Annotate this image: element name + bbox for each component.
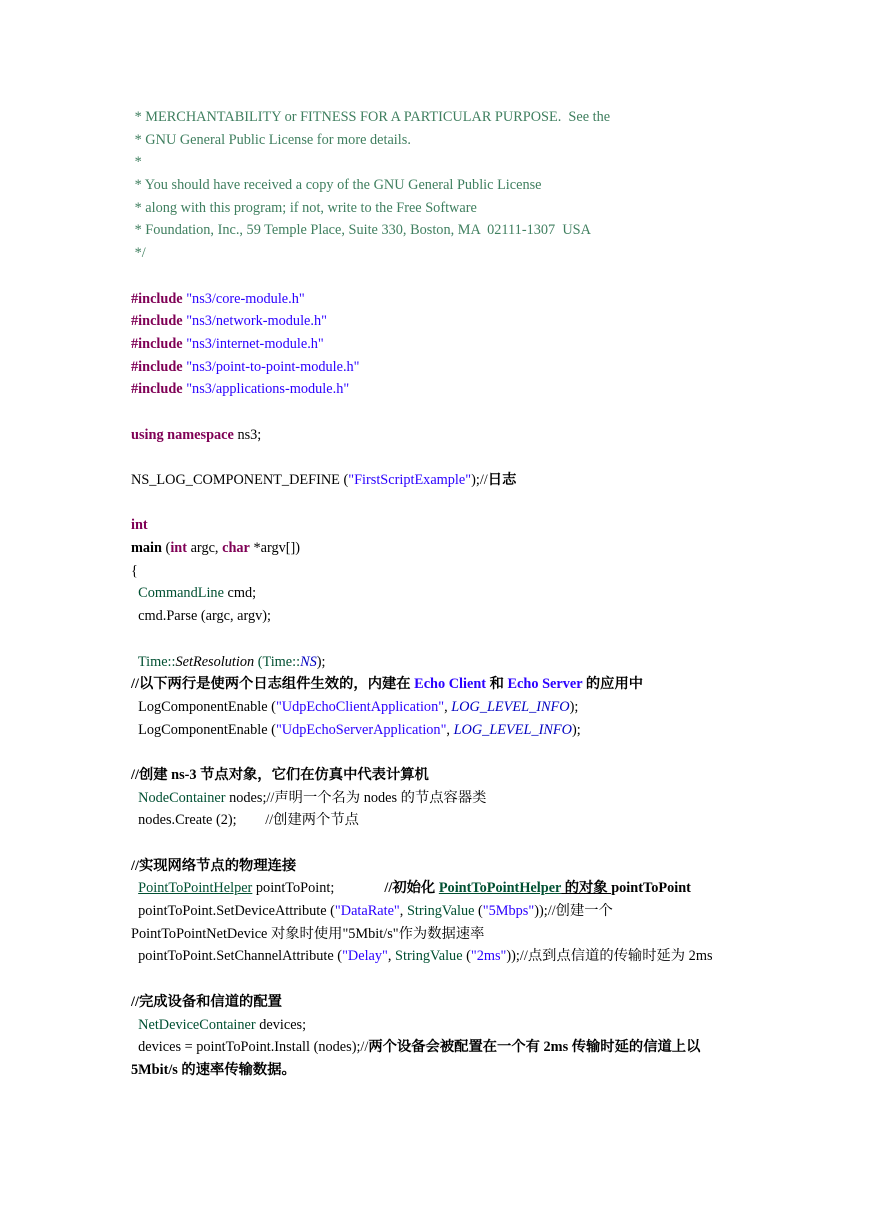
license-line: * along with this program; if not, write to the Free Software — [131, 199, 477, 216]
include-path: "ns3/applications-module.h" — [186, 381, 350, 398]
code-text: devices = pointToPoint.Install (nodes);// — [131, 1039, 369, 1056]
comment-enable-line — [131, 673, 831, 696]
comment-note: 两个设备会被配置在一个有 2ms 传输时延的信道上以 — [368, 1039, 701, 1056]
comment-text: //以下两行是使两个日志组件生效的，内建在 — [131, 676, 415, 693]
code-text: nodes;//声明一个名为 nodes 的节点容器类 — [225, 789, 487, 806]
blank-line — [131, 492, 831, 515]
code-text: *argv[]) — [249, 540, 301, 557]
code-text: devices; — [255, 1016, 307, 1033]
nodes-create-line — [131, 809, 831, 832]
function-name: main — [131, 540, 162, 557]
devices-install-line — [131, 1036, 831, 1059]
code-text: ); — [316, 653, 326, 670]
code-text: , — [444, 698, 452, 715]
comment-note: 日志 — [487, 472, 517, 488]
int-keyword-line: int — [131, 517, 148, 534]
string-literal: "5Mbps" — [482, 903, 535, 920]
include-path: "ns3/point-to-point-module.h" — [186, 358, 360, 375]
license-line: * MERCHANTABILITY or FITNESS FOR A PARTICULAR PURPOSE. See the — [131, 109, 611, 125]
method-name: SetResolution — [175, 653, 255, 670]
include-line — [131, 378, 831, 401]
spacing — [237, 812, 266, 828]
set-device-line — [131, 900, 831, 923]
blank-line — [131, 265, 831, 288]
string-literal: "FirstScriptExample" — [348, 472, 472, 488]
code-text: nodes.Create (2); — [131, 812, 237, 829]
enum-value: NS — [300, 653, 317, 670]
string-literal: "UdpEchoServerApplication" — [275, 721, 447, 738]
namespace-name: ns3; — [233, 426, 262, 443]
comment-text: pointToPoint — [611, 880, 691, 897]
code-text: , — [387, 948, 396, 965]
include-keyword: #include — [131, 290, 183, 307]
include-line — [131, 288, 831, 311]
code-text: );// — [471, 472, 488, 488]
type-name: Time:: — [137, 653, 176, 670]
include-keyword: #include — [131, 335, 183, 352]
type-link[interactable]: PointToPointHelper — [138, 880, 253, 897]
include-line — [131, 310, 831, 333]
devices-install-continuation: 5Mbit/s 的速率传输数据。 — [131, 1061, 296, 1078]
code-text: ));//点到点信道的传输时延为 2ms — [506, 948, 713, 965]
code-text: ( — [474, 903, 483, 920]
code-text: pointToPoint; — [252, 880, 335, 897]
comment-text: //初始化 — [384, 880, 439, 897]
license-line: * You should have received a copy of the GNU General Public License — [131, 177, 542, 194]
string-literal: "2ms" — [470, 948, 507, 965]
brace-open: { — [131, 562, 138, 579]
license-line: */ — [131, 245, 146, 262]
indent — [131, 654, 138, 670]
code-text: ); — [571, 721, 581, 738]
include-keyword: #include — [131, 313, 183, 330]
type-name: StringValue — [395, 948, 463, 965]
string-literal: "UdpEchoClientApplication" — [275, 698, 445, 715]
comment-text: 的对象 — [561, 880, 612, 897]
string-literal: "DataRate" — [334, 903, 400, 920]
net-device-line — [131, 1014, 831, 1037]
comment-text: 的应用中 — [582, 676, 644, 693]
comment-text: 和 — [486, 676, 508, 693]
type-name: StringValue — [406, 903, 475, 920]
cmd-parse-line: cmd.Parse (argc, argv); — [131, 608, 272, 625]
comment-highlight: Echo Client — [414, 676, 487, 693]
main-signature-line — [131, 537, 831, 560]
comment-highlight: Echo Server — [507, 676, 583, 693]
blank-line — [131, 446, 831, 469]
log-enable-line — [131, 696, 831, 719]
include-path: "ns3/network-module.h" — [186, 313, 327, 330]
string-literal: "Delay" — [342, 948, 388, 965]
using-keyword: using namespace — [131, 426, 234, 443]
set-channel-line — [131, 945, 831, 968]
p2p-helper-line — [131, 877, 831, 900]
comment-type-link[interactable]: PointToPointHelper — [438, 880, 562, 897]
code-text: , — [446, 721, 454, 738]
type-keyword: int — [170, 540, 188, 557]
time-resolution-line — [131, 651, 831, 674]
blank-line — [131, 832, 831, 855]
blank-line — [131, 968, 831, 991]
enum-value: LOG_LEVEL_INFO — [453, 721, 572, 738]
spacing — [334, 880, 384, 896]
code-text: pointToPoint.SetChannelAttribute ( — [131, 948, 343, 965]
code-text: cmd; — [223, 585, 257, 602]
comment-note: //创建两个节点 — [265, 812, 359, 829]
code-text: ); — [569, 698, 579, 715]
blank-line — [131, 741, 831, 764]
code-text: LogComponentEnable ( — [131, 721, 276, 738]
log-define-line — [131, 469, 831, 492]
cmdline-line — [131, 582, 831, 605]
license-line: * — [131, 154, 142, 171]
type-name: NetDeviceContainer — [138, 1016, 256, 1033]
code-text: LogComponentEnable ( — [131, 698, 276, 715]
include-keyword: #include — [131, 358, 183, 375]
type-keyword: char — [222, 540, 250, 557]
include-path: "ns3/internet-module.h" — [186, 335, 324, 352]
log-enable-line — [131, 719, 831, 742]
include-keyword: #include — [131, 381, 183, 398]
code-text: argc, — [187, 540, 223, 557]
code-text: pointToPoint.SetDeviceAttribute ( — [131, 903, 335, 920]
code-text: ( — [462, 948, 471, 965]
comment-nodes-line: //创建 ns-3 节点对象，它们在仿真中代表计算机 — [131, 766, 429, 783]
blank-line — [131, 628, 831, 651]
license-line: * Foundation, Inc., 59 Temple Place, Suite 330, Boston, MA 02111-1307 USA — [131, 222, 591, 239]
code-document — [131, 106, 831, 1082]
type-name: CommandLine — [138, 585, 224, 602]
using-namespace-line — [131, 424, 831, 447]
license-line: * GNU General Public License for more details. — [131, 131, 411, 148]
code-text: NS_LOG_COMPONENT_DEFINE ( — [131, 472, 349, 488]
comment-devices-line: //完成设备和信道的配置 — [131, 993, 282, 1010]
code-text: ));//创建一个 — [534, 903, 613, 920]
include-line — [131, 333, 831, 356]
comment-p2p-line: //实现网络节点的物理连接 — [131, 857, 297, 874]
set-device-continuation: PointToPointNetDevice 对象时使用"5Mbit/s"作为数据速率 — [131, 925, 485, 942]
include-line — [131, 356, 831, 379]
blank-line — [131, 401, 831, 424]
enum-value: LOG_LEVEL_INFO — [451, 698, 570, 715]
node-container-line — [131, 787, 831, 810]
code-text: (Time:: — [254, 653, 301, 670]
include-path: "ns3/core-module.h" — [186, 290, 305, 307]
code-text: ( — [161, 540, 171, 557]
code-text: , — [399, 903, 407, 920]
type-name: NodeContainer — [138, 789, 226, 806]
